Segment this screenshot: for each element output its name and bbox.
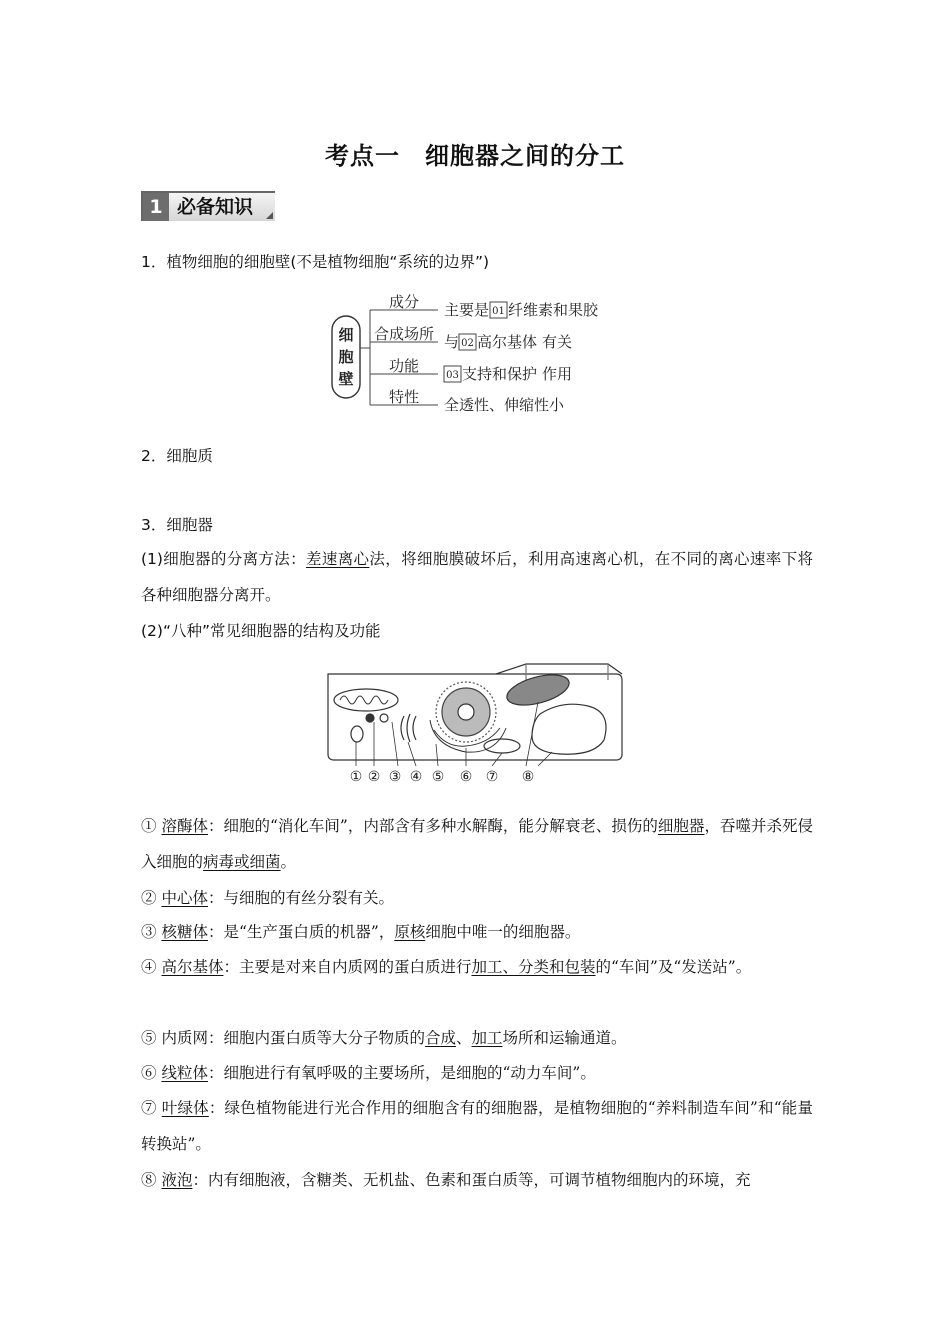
item-number: ⑧	[141, 1171, 157, 1189]
underlined-answer: 差速离心	[306, 550, 370, 568]
wall-row-text: 与	[444, 333, 460, 351]
figure-label: ④	[409, 769, 423, 785]
wall-center-char: 细	[338, 326, 354, 344]
underlined-answer: 细胞器	[657, 817, 705, 835]
centrosome	[366, 714, 374, 722]
wall-row-text: 主要是	[444, 301, 490, 319]
section-number: 1	[143, 193, 169, 221]
figure-label: ①	[349, 769, 363, 785]
item-number: ⑦	[141, 1099, 157, 1117]
cell-wall-outline	[496, 664, 622, 674]
figure-label: ⑧	[521, 769, 535, 785]
underlined-answer: 原核	[394, 923, 426, 941]
figure-label: ⑥	[459, 769, 473, 785]
underlined-answer: 核糖体	[161, 923, 208, 941]
item-text: ：是“生产蛋白质的机器”，	[207, 923, 395, 941]
golgi-apparatus	[401, 714, 416, 742]
separation-method-paragraph	[141, 541, 813, 613]
vacuole	[532, 704, 606, 754]
cell-organelle-figure	[326, 660, 626, 786]
answer-number: 03	[446, 370, 459, 381]
item-text: ：主要是对来自内质网的蛋白质进行	[223, 958, 472, 976]
item-text: 内质网：细胞内蛋白质等大分子物质的	[161, 1029, 425, 1047]
item-text: ，吞噬并杀死侵入细胞的	[141, 817, 813, 871]
section-badge	[141, 191, 275, 221]
organelle-item	[141, 880, 813, 916]
underlined-answer: 加工、分类和包装	[471, 958, 596, 976]
item-text: 、	[455, 1029, 472, 1047]
item-text: 。	[280, 853, 297, 871]
organelle-item	[141, 949, 813, 985]
wall-row-text: 有关	[542, 333, 573, 351]
wall-row-label: 特性	[388, 388, 420, 406]
wall-center-char: 胞	[338, 348, 354, 366]
nucleolus	[458, 704, 474, 720]
item-number: ⑥	[141, 1064, 157, 1082]
organelle-item	[141, 808, 813, 880]
item-number: ①	[141, 817, 157, 835]
underlined-answer: 液泡	[161, 1171, 193, 1189]
mitochondrion-small	[484, 739, 520, 753]
underlined-answer: 线粒体	[161, 1064, 208, 1082]
wall-row-answer: 纤维素和果胶	[508, 301, 599, 319]
heading-organelles: 3．细胞器	[141, 516, 213, 534]
para-lead: (1)细胞器的分离方法：	[141, 550, 306, 568]
figure-label: ②	[367, 769, 381, 785]
item-text: 的“车间”及“发送站”。	[595, 958, 752, 976]
answer-number: 01	[492, 306, 505, 317]
figure-label: ③	[388, 769, 402, 785]
item-text: 细胞中唯一的细胞器。	[425, 923, 581, 941]
wall-row-answer: 支持和保护	[462, 365, 538, 383]
wall-row-label: 合成场所	[373, 325, 435, 343]
underlined-answer: 高尔基体	[161, 958, 224, 976]
mitochondrion-large	[334, 689, 398, 711]
item-number: ⑤	[141, 1029, 157, 1047]
underlined-answer: 溶酶体	[161, 817, 208, 835]
centriole	[380, 714, 388, 722]
eight-organelles-heading: (2)“八种”常见细胞器的结构及功能	[141, 622, 381, 640]
underlined-answer: 叶绿体	[161, 1099, 209, 1117]
item-number: ④	[141, 958, 157, 976]
underlined-answer: 中心体	[161, 889, 208, 907]
lysosome	[351, 726, 363, 742]
badge-corner-icon	[266, 212, 273, 219]
item-text: ：内有细胞液，含糖类、无机盐、色素和蛋白质等，可调节植物细胞内的环境，充	[192, 1171, 751, 1189]
item-text: ：绿色植物能进行光合作用的细胞含有的细胞器，是植物细胞的“养料制造车间”和“能量转换站”。	[141, 1099, 813, 1153]
page-title: 考点一 细胞器之间的分工	[325, 142, 625, 170]
wall-center-char: 壁	[338, 370, 354, 388]
wall-row-label: 成分	[388, 293, 420, 311]
mitochondrion-cristae	[340, 696, 388, 704]
section-label: 必备知识	[177, 196, 254, 218]
item-text: ：与细胞的有丝分裂有关。	[207, 889, 394, 907]
item-number: ②	[141, 889, 157, 907]
organelle-item	[141, 914, 813, 950]
heading-cytoplasm: 2．细胞质	[141, 447, 213, 465]
underlined-answer: 合成	[424, 1029, 456, 1047]
figure-label: ⑤	[431, 769, 445, 785]
item-text: ：细胞的“消化车间”，内部含有多种水解酶，能分解衰老、损伤的	[207, 817, 658, 835]
item-number: ③	[141, 923, 157, 941]
organelle-item	[141, 1020, 813, 1056]
underlined-answer: 加工	[471, 1029, 503, 1047]
wall-row-text: 作用	[542, 365, 573, 383]
item-text: 场所和运输通道。	[502, 1029, 627, 1047]
item-text: ：细胞进行有氧呼吸的主要场所，是细胞的“动力车间”。	[207, 1064, 596, 1082]
heading-cell-wall: 1．植物细胞的细胞壁(不是植物细胞“系统的边界”)	[141, 253, 490, 271]
figure-label: ⑦	[485, 769, 499, 785]
para-text: 法，将细胞膜破坏后，利用高速离心机，在不同的离心速率下将各种细胞器分离开。	[141, 550, 813, 604]
wall-row-label: 功能	[388, 357, 420, 375]
wall-row-text: 全透性、伸缩性小	[444, 396, 565, 412]
wall-row-answer: 高尔基体	[477, 333, 538, 351]
answer-number: 02	[461, 338, 474, 349]
underlined-answer: 病毒或细菌	[203, 853, 281, 871]
organelle-item	[141, 1090, 813, 1162]
organelle-item	[141, 1055, 813, 1091]
organelle-item	[141, 1162, 813, 1198]
cell-wall-diagram	[330, 292, 630, 412]
